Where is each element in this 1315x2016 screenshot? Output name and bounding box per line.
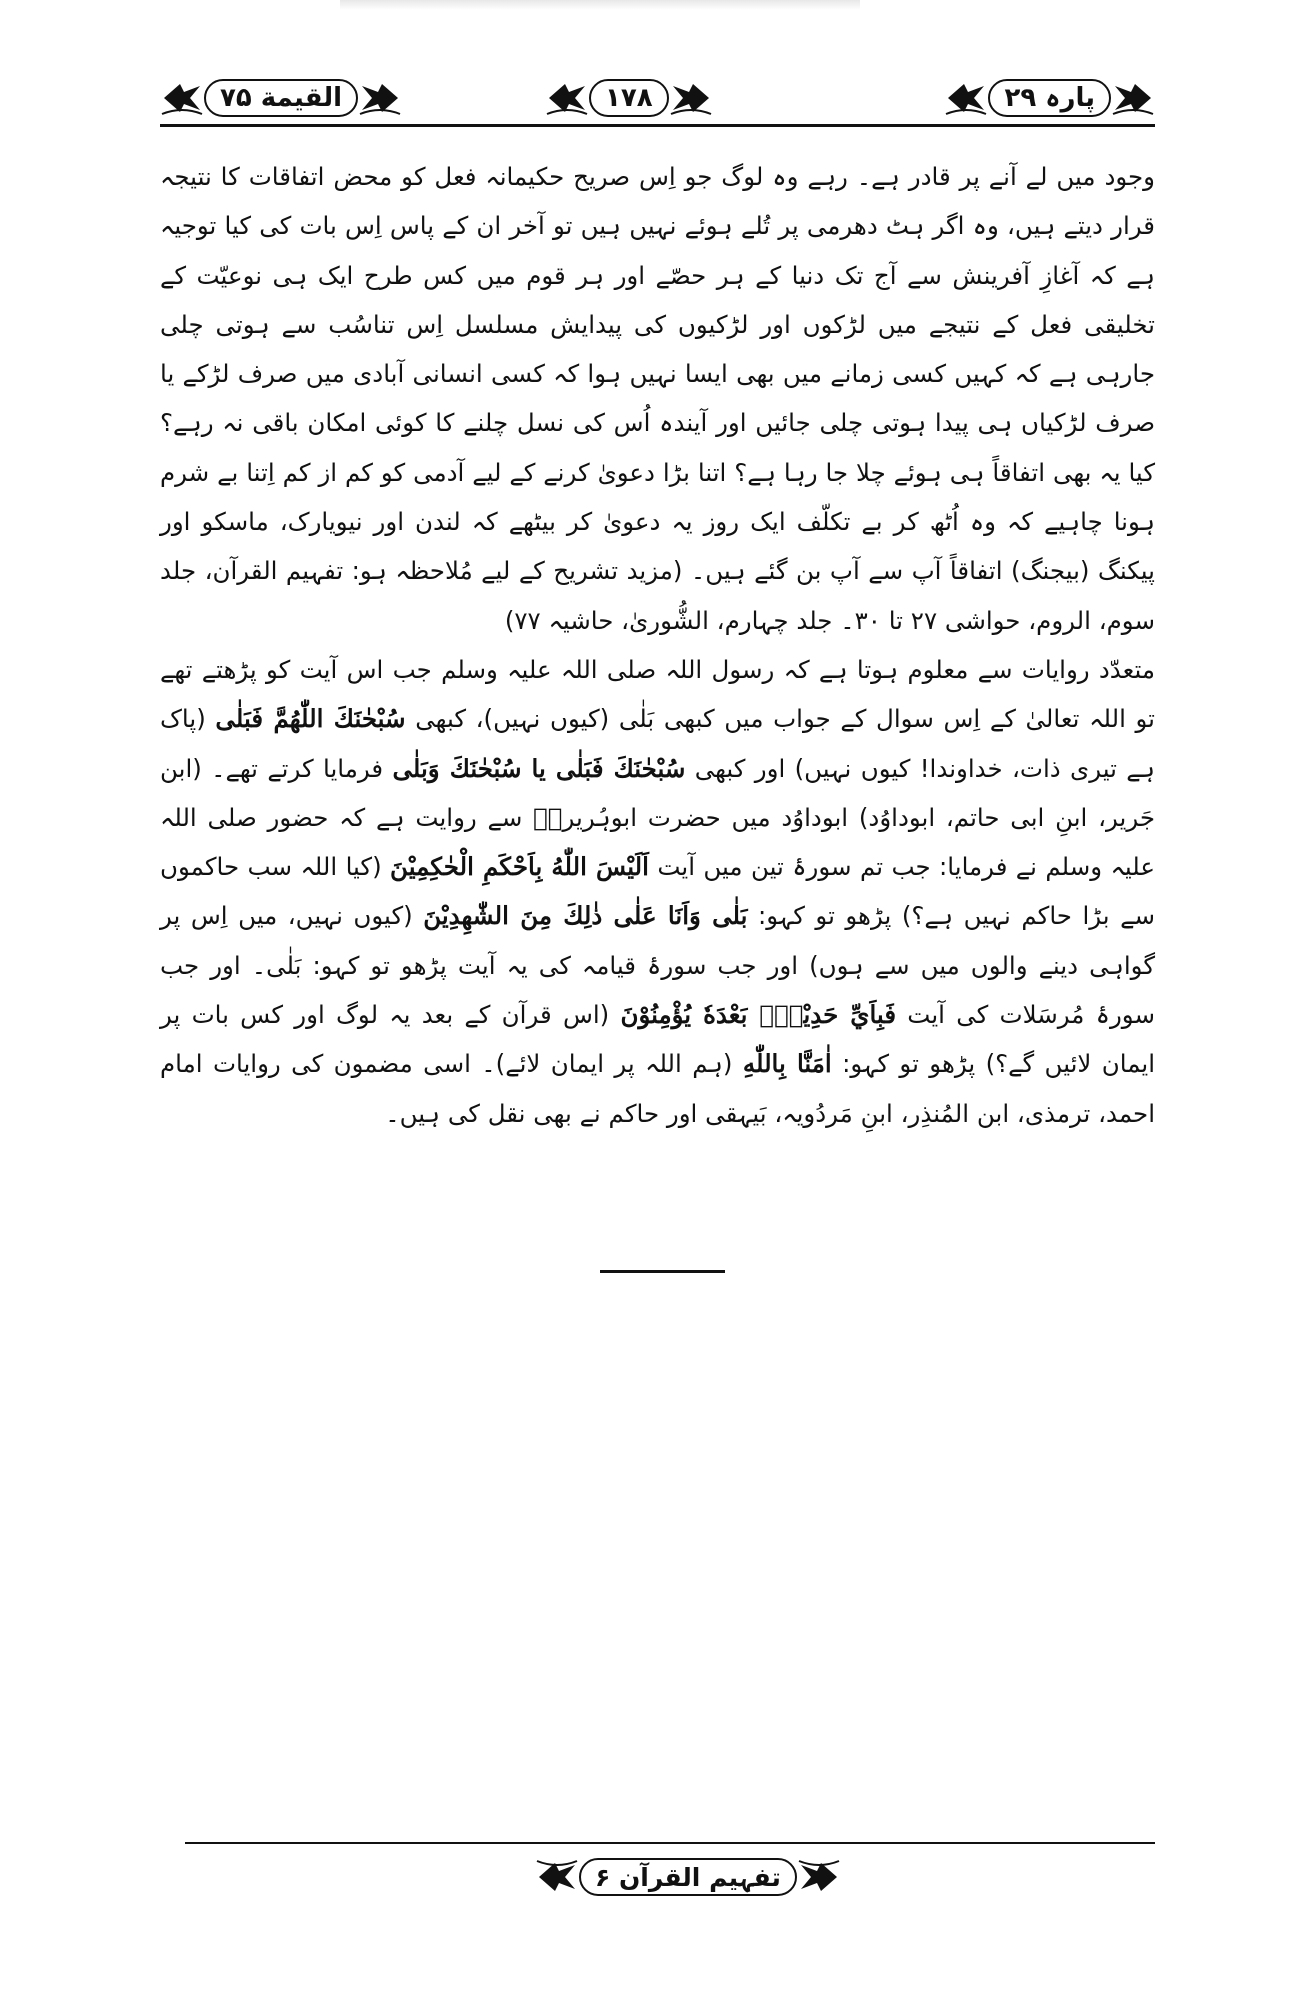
- flourish-icon: [160, 78, 204, 118]
- paragraph-2: [160, 645, 1155, 1138]
- footer-rule: [185, 1842, 1155, 1844]
- surah-cartouche: [160, 76, 402, 120]
- page-header: [160, 68, 1155, 126]
- arabic-phrase: سُبْحٰنَكَ فَبَلٰی یا سُبْحٰنَكَ وَبَلٰی: [392, 753, 686, 783]
- arabic-phrase: اَلَيْسَ اللّٰهُ بِاَحْكَمِ الْحٰكِمِيْنَ: [390, 852, 649, 882]
- footer-cartouche: [535, 1852, 841, 1902]
- page-number: ۱۷۸: [589, 79, 669, 117]
- flourish-icon: [535, 1857, 579, 1897]
- text-run: (کیوں نہیں، میں اِس پر گواہی دینے والوں میں سے ہوں) اور جب سورۂ قیامہ کی یہ آیت پڑھو تو کہو: بَلٰی۔ اور جب سورۂ مُرسَلات کی آیت: [160, 901, 1155, 1030]
- flourish-icon: [545, 78, 589, 118]
- para-cartouche: [944, 76, 1155, 120]
- text-run: (کیا اللہ سب حاکموں سے بڑا حاکم نہیں ہے؟) پڑھو تو کہو:: [160, 852, 1155, 931]
- flourish-icon: [797, 1857, 841, 1897]
- text-run: فرمایا کرتے تھے۔ (ابن جَریر، ابنِ ابی حاتم، ابوداوُد) ابوداوُد میں حضرت ابوہُریرہؓ سے روایت ہے کہ حضور صلی اللہ علیہ وسلم نے فرمایا: جب تم سورۂ تین میں آیت: [160, 753, 1155, 882]
- arabic-phrase: بَلٰی وَاَنَا عَلٰی ذٰلِكَ مِنَ الشّٰهِدِيْنَ: [423, 901, 748, 931]
- commentary-text: [160, 152, 1155, 1138]
- paragraph-1: وجود میں لے آنے پر قادر ہے۔ رہے وہ لوگ جو اِس صریح حکیمانہ فعل کو محض اتفاقات کا نتیجہ قرار دیتے ہیں، وہ اگر ہٹ دھرمی پر تُلے ہوئے نہیں ہیں تو آخر ان کے پاس اِس بات کی کیا توجیہ ہے کہ آغازِ آفرینش سے آج تک دنیا کے ہر حصّے اور ہر قوم میں کس طرح ایک ہی نوعیّت کے تخلیقی فعل کے نتیجے میں لڑکوں اور لڑکیوں کی پیدایش مسلسل اِس تناسُب سے ہوتی چلی جارہی ہے کہ کہیں کسی زمانے میں بھی ایسا نہیں ہوا کہ کسی انسانی آبادی میں صرف لڑکے یا صرف لڑکیاں ہی پیدا ہوتی چلی جائیں اور آیندہ اُس کی نسل چلنے کا کوئی امکان باقی نہ رہے؟ کیا یہ بھی اتفاقاً ہی ہوئے چلا جا رہا ہے؟ اتنا بڑا دعویٰ کرنے کے لیے آدمی کو کم از کم اِتنا بے شرم ہونا چاہیے کہ وہ اُٹھ کر بے تکلّف ایک روز یہ دعویٰ کر بیٹھے کہ لندن اور نیویارک، ماسکو اور پیکنگ (بیجنگ) اتفاقاً آپ سے آپ بن گئے ہیں۔ (مزید تشریح کے لیے مُلاحظہ ہو: تفہیم القرآن، جلد سوم، الروم، حواشی ۲۷ تا ۳۰۔ جلد چہارم، الشُّوریٰ، حاشیہ ۷۷): [160, 162, 1155, 635]
- para-label: پارہ ۲۹: [988, 79, 1111, 117]
- text-run: متعدّد روایات سے معلوم ہوتا ہے کہ رسول اللہ صلی اللہ علیہ وسلم جب اس آیت کو پڑھتے تھے تو اللہ تعالیٰ کے اِس سوال کے جواب میں کبھی بَلٰی (کیوں نہیں)، کبھی: [160, 654, 1155, 734]
- section-end-rule: [600, 1270, 725, 1273]
- flourish-icon: [669, 78, 713, 118]
- scan-shadow: [340, 0, 860, 10]
- surah-label: القیمة ۷۵: [204, 79, 358, 117]
- flourish-icon: [1111, 78, 1155, 118]
- flourish-icon: [358, 78, 402, 118]
- arabic-phrase: سُبْحٰنَكَ اللّٰهُمَّ فَبَلٰی: [215, 704, 406, 734]
- flourish-icon: [944, 78, 988, 118]
- text-run: (ہم اللہ پر ایمان لائے)۔ اسی مضمون کی روایات امام احمد، ترمذی، ابن المُنذِر، ابنِ مَردُویہ، بَیہقی اور حاکم نے بھی نقل کی ہیں۔: [160, 1049, 1155, 1128]
- arabic-phrase: فَبِاَيِّ حَدِيْثٍۢ بَعْدَهٗ يُؤْمِنُوْنَ: [620, 1000, 897, 1030]
- arabic-phrase: اٰمَنَّا بِاللّٰهِ: [742, 1049, 832, 1079]
- header-rule: [160, 124, 1155, 127]
- text-run: (اس قرآن کے بعد یہ لوگ اور کس بات پر ایمان لائیں گے؟) پڑھو تو کہو:: [160, 1000, 1156, 1079]
- page-number-cartouche: [545, 76, 713, 120]
- text-run: (پاک ہے تیری ذات، خداوندا! کیوں نہیں) اور کبھی: [160, 704, 1155, 783]
- book-title: تفہیم القرآن ۶: [579, 1858, 797, 1896]
